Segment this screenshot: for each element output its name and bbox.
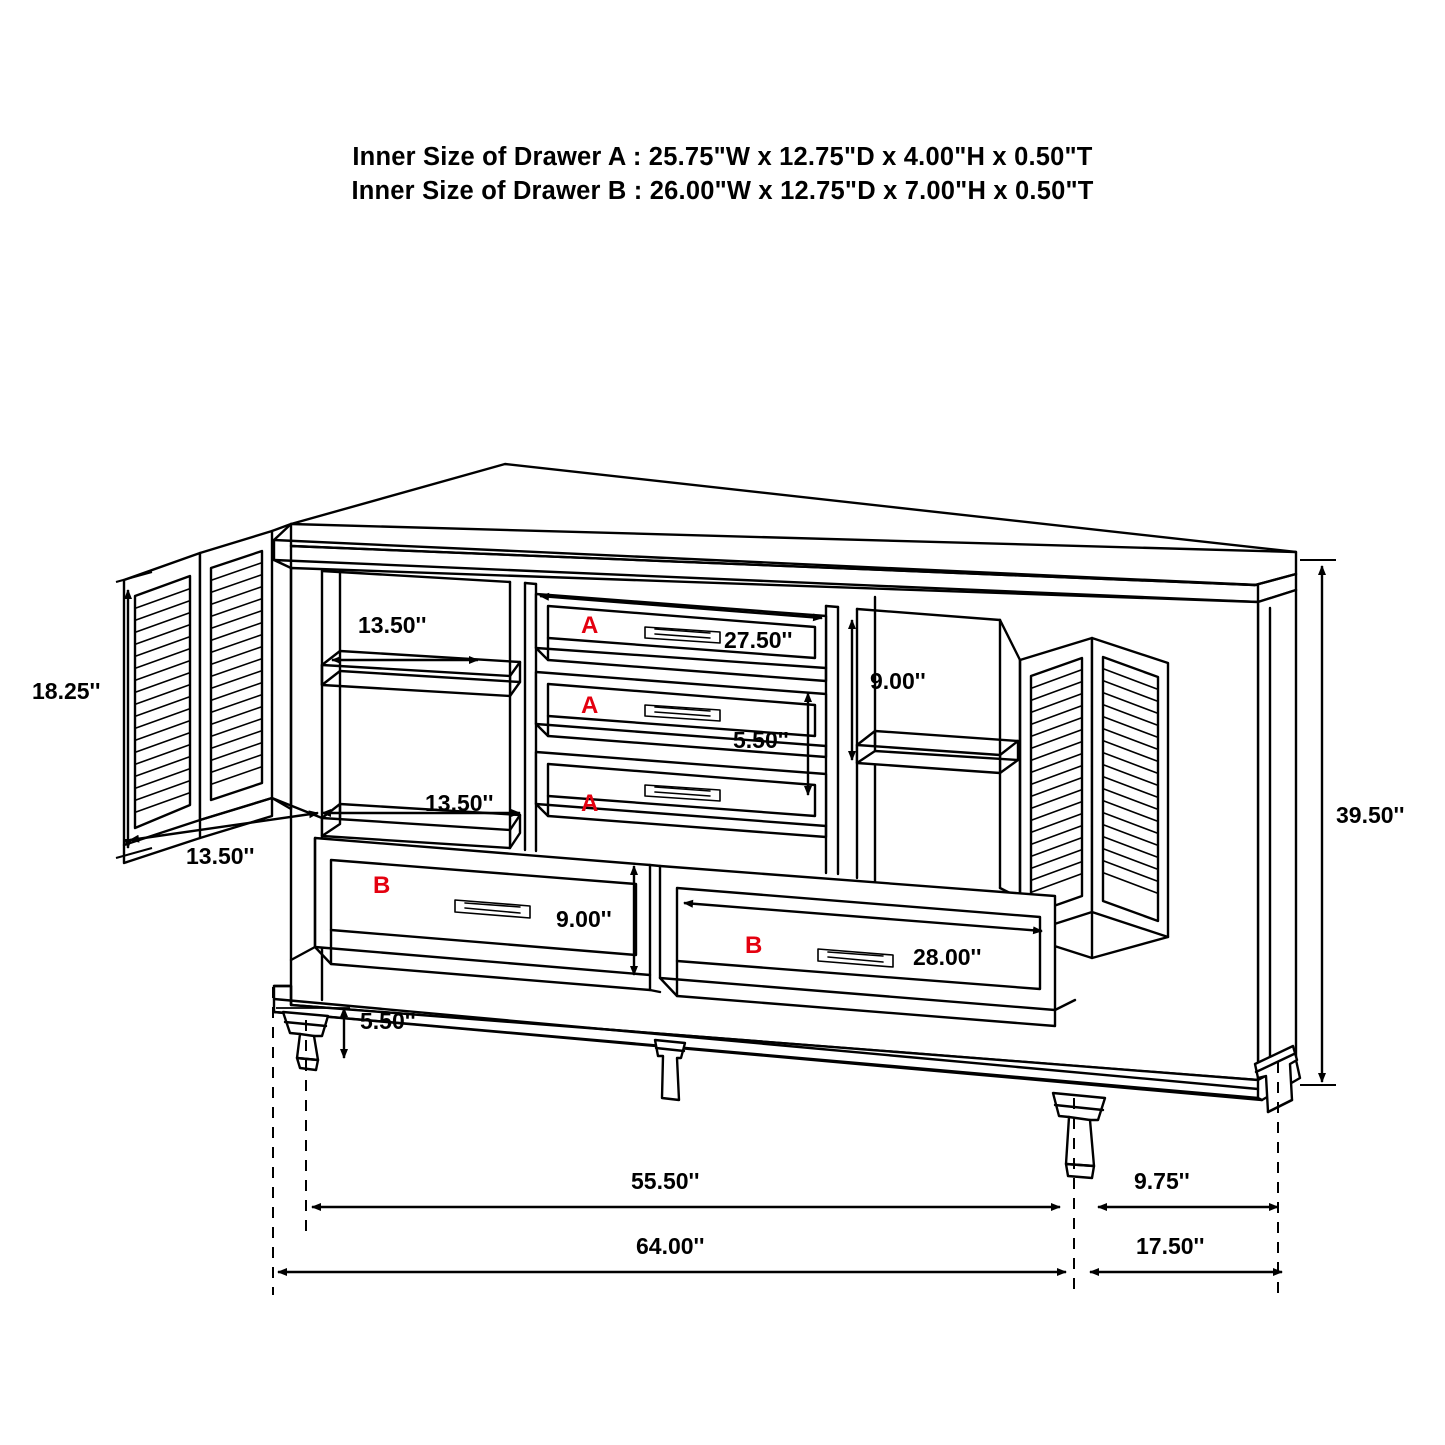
header-line-drawer-a: Inner Size of Drawer A : 25.75"W x 12.75"D x 4.00"H x 0.50"T bbox=[352, 143, 1093, 171]
dim-inner-width: 55.50'' bbox=[631, 1168, 700, 1194]
dim-drawer-a-height: 5.50'' bbox=[733, 727, 789, 753]
dim-shelf-depth-top: 13.50'' bbox=[358, 612, 427, 638]
dim-total-height: 39.50'' bbox=[1336, 802, 1405, 828]
dim-door-width: 13.50'' bbox=[186, 843, 255, 869]
drawer-b-label-1: B bbox=[373, 872, 391, 899]
drawer-a-label-3: A bbox=[581, 790, 599, 817]
dim-total-width: 64.00'' bbox=[636, 1233, 705, 1259]
dim-shelf-depth-bottom: 13.50'' bbox=[425, 790, 494, 816]
drawer-b-label-2: B bbox=[745, 932, 763, 959]
dim-drawer-b-width: 28.00'' bbox=[913, 944, 982, 970]
header-line-drawer-b: Inner Size of Drawer B : 26.00"W x 12.75"D x 7.00"H x 0.50"T bbox=[351, 177, 1094, 205]
dim-foot-height: 5.50'' bbox=[360, 1008, 416, 1034]
drawer-a-label-1: A bbox=[581, 612, 599, 639]
dim-drawer-a-width: 27.50'' bbox=[724, 627, 793, 653]
dim-total-depth: 17.50'' bbox=[1136, 1233, 1205, 1259]
dim-left-door-height: 18.25'' bbox=[32, 678, 101, 704]
drawer-a-label-2: A bbox=[581, 692, 599, 719]
dim-side-depth-inner: 9.75'' bbox=[1134, 1168, 1190, 1194]
dim-drawer-b-height: 9.00'' bbox=[556, 906, 612, 932]
dim-upper-section-height: 9.00'' bbox=[870, 668, 926, 694]
